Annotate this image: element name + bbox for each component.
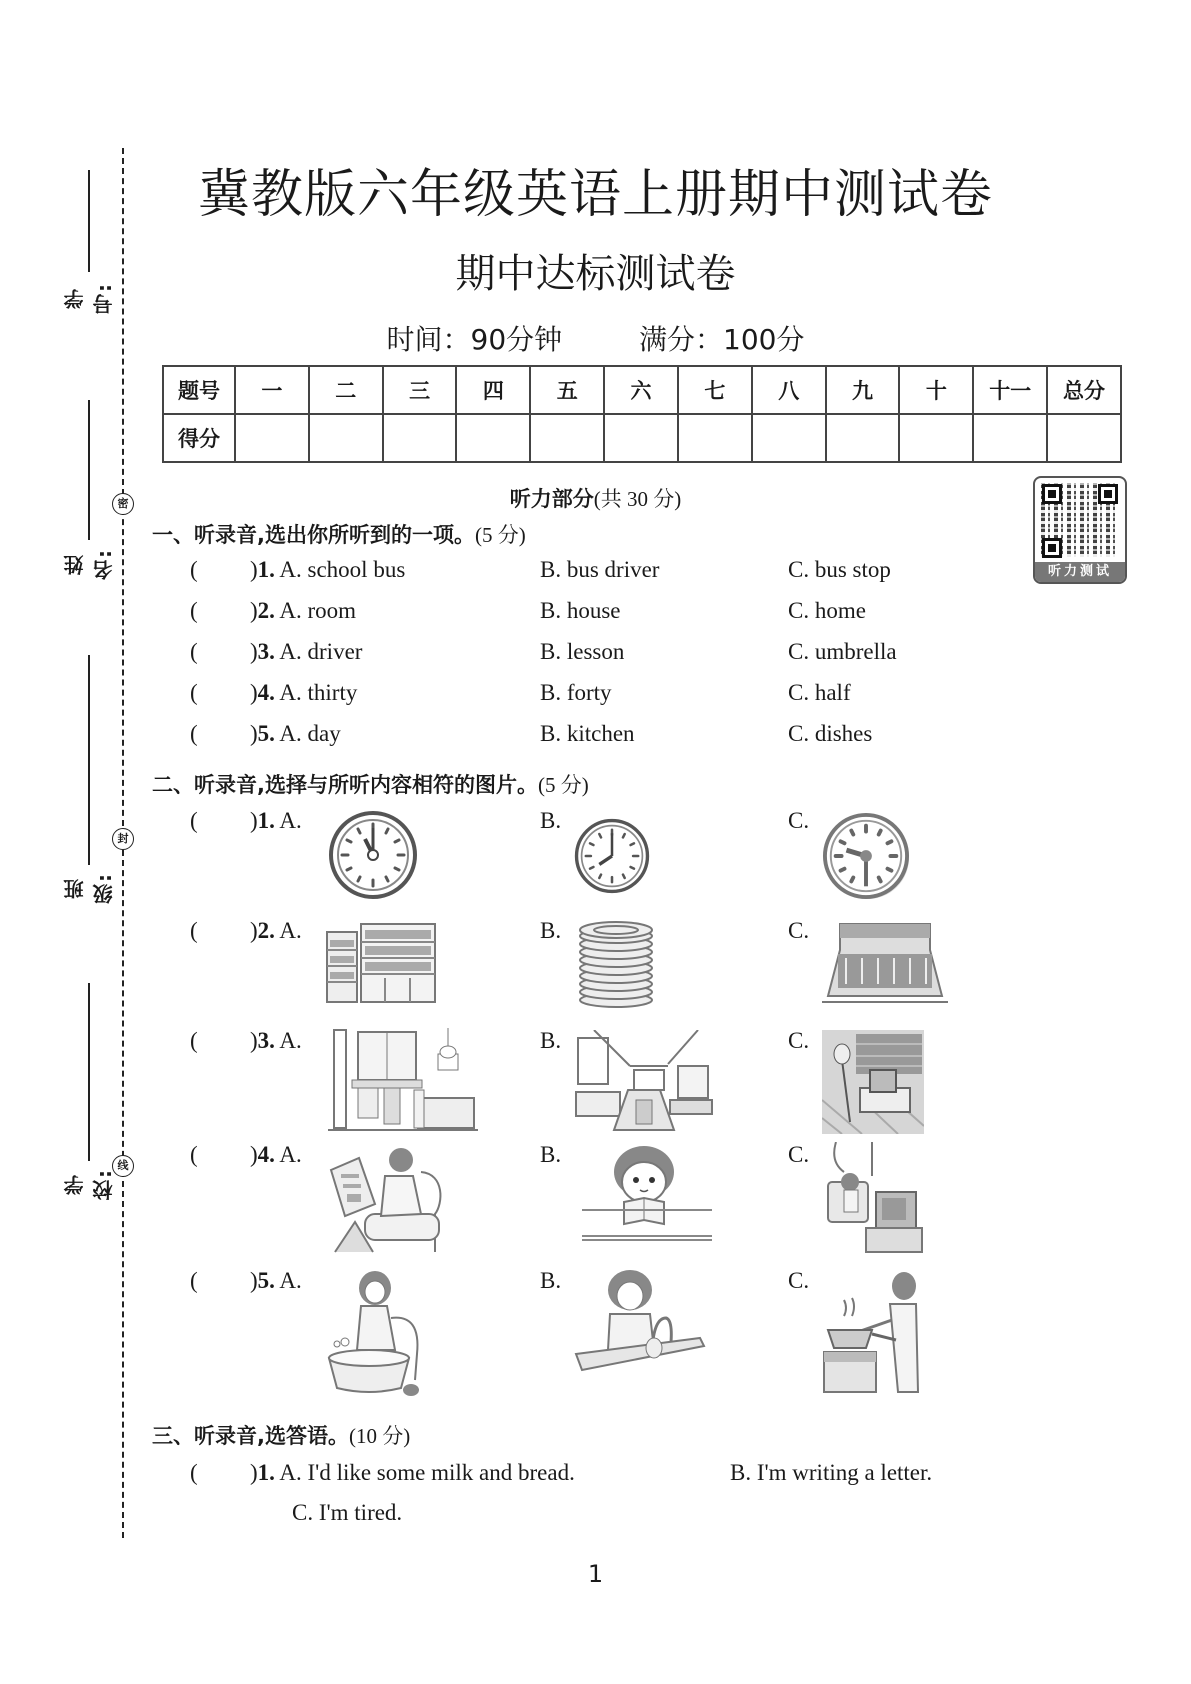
answer-blank-close[interactable]: ) [250,557,258,582]
col-header: 五 [530,366,604,414]
section3-points: (10 分) [348,1424,411,1448]
section3-title-text: 三、听录音,选答语。 [152,1424,349,1448]
student-id-label: 学号: [63,282,116,314]
option-b-label: B. [540,808,562,833]
option-b: B. bus driver [540,557,660,582]
listening-section-header [0,483,1191,513]
score-cell[interactable] [678,414,752,462]
supermarket-shelf-icon [822,920,948,1006]
score-cell[interactable] [604,414,678,462]
option-c-label: C. [788,1268,810,1293]
name-line[interactable] [88,400,90,540]
full-score: 满分：100分 [639,323,805,356]
qr-finder [1042,484,1062,504]
question-number: 4. [257,680,275,705]
option-a-label: A. [279,1028,302,1053]
study-room-icon [822,1030,924,1134]
col-header: 总分 [1047,366,1121,414]
option-b: B. kitchen [540,721,635,746]
seal-mi: 密 [112,493,134,515]
question-number: 3. [257,1028,275,1053]
score-table-score-row [163,414,1121,462]
option-a: A. I'd like some milk and bread. [279,1460,575,1485]
option-b: B. forty [540,680,612,705]
boy-watching-tv-icon [826,1142,926,1254]
score-cell[interactable] [1047,414,1121,462]
option-c-label: C. [788,808,810,833]
col-header: 三 [383,366,457,414]
answer-blank-close[interactable]: ) [250,721,258,746]
option-a-label: A. [279,1142,302,1167]
option-c-label: C. [788,1142,810,1167]
school-line[interactable] [88,983,90,1161]
score-cell[interactable] [235,414,309,462]
row-label-score: 得分 [163,414,235,462]
answer-blank-close[interactable]: ) [250,639,258,664]
col-header: 一 [235,366,309,414]
option-a-label: A. [279,1268,302,1293]
class-label: 班级: [63,872,116,904]
bookshelves-icon [325,922,437,1004]
answer-blank-open[interactable]: ( [190,808,198,833]
col-header: 十 [899,366,973,414]
option-a: A. thirty [279,680,358,705]
seal-feng: 封 [112,828,134,850]
score-table [162,365,1122,463]
seal-xian: 线 [112,1155,134,1177]
score-cell[interactable] [309,414,383,462]
option-a: A. school bus [279,557,406,582]
col-header: 六 [604,366,678,414]
row-label-question-no: 题号 [163,366,235,414]
question-number: 1. [257,1460,275,1485]
option-b: B. house [540,598,621,623]
option-b-label: B. [540,1028,562,1053]
question-number: 3. [257,639,275,664]
question-number: 2. [257,598,275,623]
col-header: 九 [826,366,900,414]
question-number: 1. [257,808,275,833]
option-b-label: B. [540,918,562,943]
option-c: C. I'm tired. [292,1500,403,1525]
answer-blank-open[interactable]: ( [190,918,198,943]
section2-question [190,1142,1090,1252]
living-room-icon [574,1030,714,1134]
score-cell[interactable] [530,414,604,462]
option-a: A. driver [279,639,363,664]
answer-blank-open[interactable]: ( [190,598,198,623]
man-reading-newspaper-icon [325,1144,449,1254]
stack-of-plates-icon [576,920,656,1010]
col-header: 八 [752,366,826,414]
section1-title-text: 一、听录音,选出你所听到的一项。 [152,523,475,547]
qr-finder [1098,484,1118,504]
answer-blank-open[interactable]: ( [190,1028,198,1053]
col-header: 十一 [973,366,1047,414]
answer-blank-close[interactable]: ) [250,680,258,705]
answer-blank-open[interactable]: ( [190,1142,198,1167]
qr-code[interactable] [1033,476,1127,584]
option-a-label: A. [279,808,302,833]
option-a: A. day [279,721,341,746]
score-table-header-row [163,366,1121,414]
section1-points: (5 分) [474,523,526,547]
option-b: B. I'm writing a letter. [730,1460,933,1485]
section2-question [190,918,1090,1028]
section3-title [152,1420,410,1450]
page-title: 冀教版六年级英语上册期中测试卷 [197,165,993,225]
page-number: 1 [587,1560,604,1588]
answer-blank-open[interactable]: ( [190,557,198,582]
question-number: 4. [257,1142,275,1167]
girl-reading-book-icon [582,1144,712,1244]
option-c: C. home [788,598,866,623]
listening-points: (共 30 分) [593,487,682,511]
answer-blank-close[interactable]: ) [250,1268,258,1293]
answer-blank-close[interactable]: ) [250,598,258,623]
question-number: 5. [257,721,275,746]
school-label: 学校: [63,1168,116,1200]
section2-question [190,1268,1090,1378]
section2-points: (5 分) [537,773,589,797]
option-a: A. room [279,598,357,623]
section2-question [190,808,1090,918]
option-c: C. umbrella [788,639,897,664]
page-subtitle: 期中达标测试卷 [455,251,736,297]
question-number: 5. [257,1268,275,1293]
option-c: C. bus stop [788,557,891,582]
option-c: C. dishes [788,721,873,746]
question-number: 1. [257,557,275,582]
bedroom-icon [328,1028,478,1132]
option-b: B. lesson [540,639,625,664]
clock-9-30-icon [822,812,910,900]
option-c-label: C. [788,1028,810,1053]
name-label: 姓名: [63,548,116,580]
answer-blank-close[interactable]: ) [250,918,258,943]
option-b-label: B. [540,1142,562,1167]
score-cell[interactable] [383,414,457,462]
score-cell[interactable] [752,414,826,462]
qr-label: 听力测试 [1035,562,1125,582]
section2-title [152,769,589,799]
col-header: 二 [309,366,383,414]
section1-title [152,519,526,549]
question-number: 2. [257,918,275,943]
time-limit: 时间：90分钟 [386,323,563,356]
clock-8-oclock-icon [574,818,650,894]
answer-blank-close[interactable]: ) [250,1142,258,1167]
woman-cooking-icon [822,1270,922,1394]
answer-blank-open[interactable]: ( [190,1268,198,1293]
option-c: C. half [788,680,851,705]
answer-blank-open[interactable]: ( [190,639,198,664]
answer-blank-close[interactable]: ) [250,808,258,833]
option-a-label: A. [279,918,302,943]
option-c-label: C. [788,918,810,943]
section2-question [190,1028,1090,1138]
col-header: 七 [678,366,752,414]
girl-washing-clothes-icon [325,1270,435,1398]
answer-blank-open[interactable]: ( [190,680,198,705]
clock-11-oclock-icon [328,810,418,900]
score-cell[interactable] [899,414,973,462]
class-line[interactable] [88,655,90,865]
listening-title: 听力部分 [509,487,594,511]
woman-washing-dishes-icon [574,1270,706,1378]
exam-meta [0,318,1191,358]
section2-title-text: 二、听录音,选择与所听内容相符的图片。 [152,773,538,797]
col-header: 四 [456,366,530,414]
answer-blank-close[interactable]: ) [250,1460,258,1485]
qr-finder [1042,538,1062,558]
option-b-label: B. [540,1268,562,1293]
score-cell[interactable] [973,414,1047,462]
answer-blank-open[interactable]: ( [190,721,198,746]
answer-blank-open[interactable]: ( [190,1460,198,1485]
score-cell[interactable] [456,414,530,462]
score-cell[interactable] [826,414,900,462]
answer-blank-close[interactable]: ) [250,1028,258,1053]
